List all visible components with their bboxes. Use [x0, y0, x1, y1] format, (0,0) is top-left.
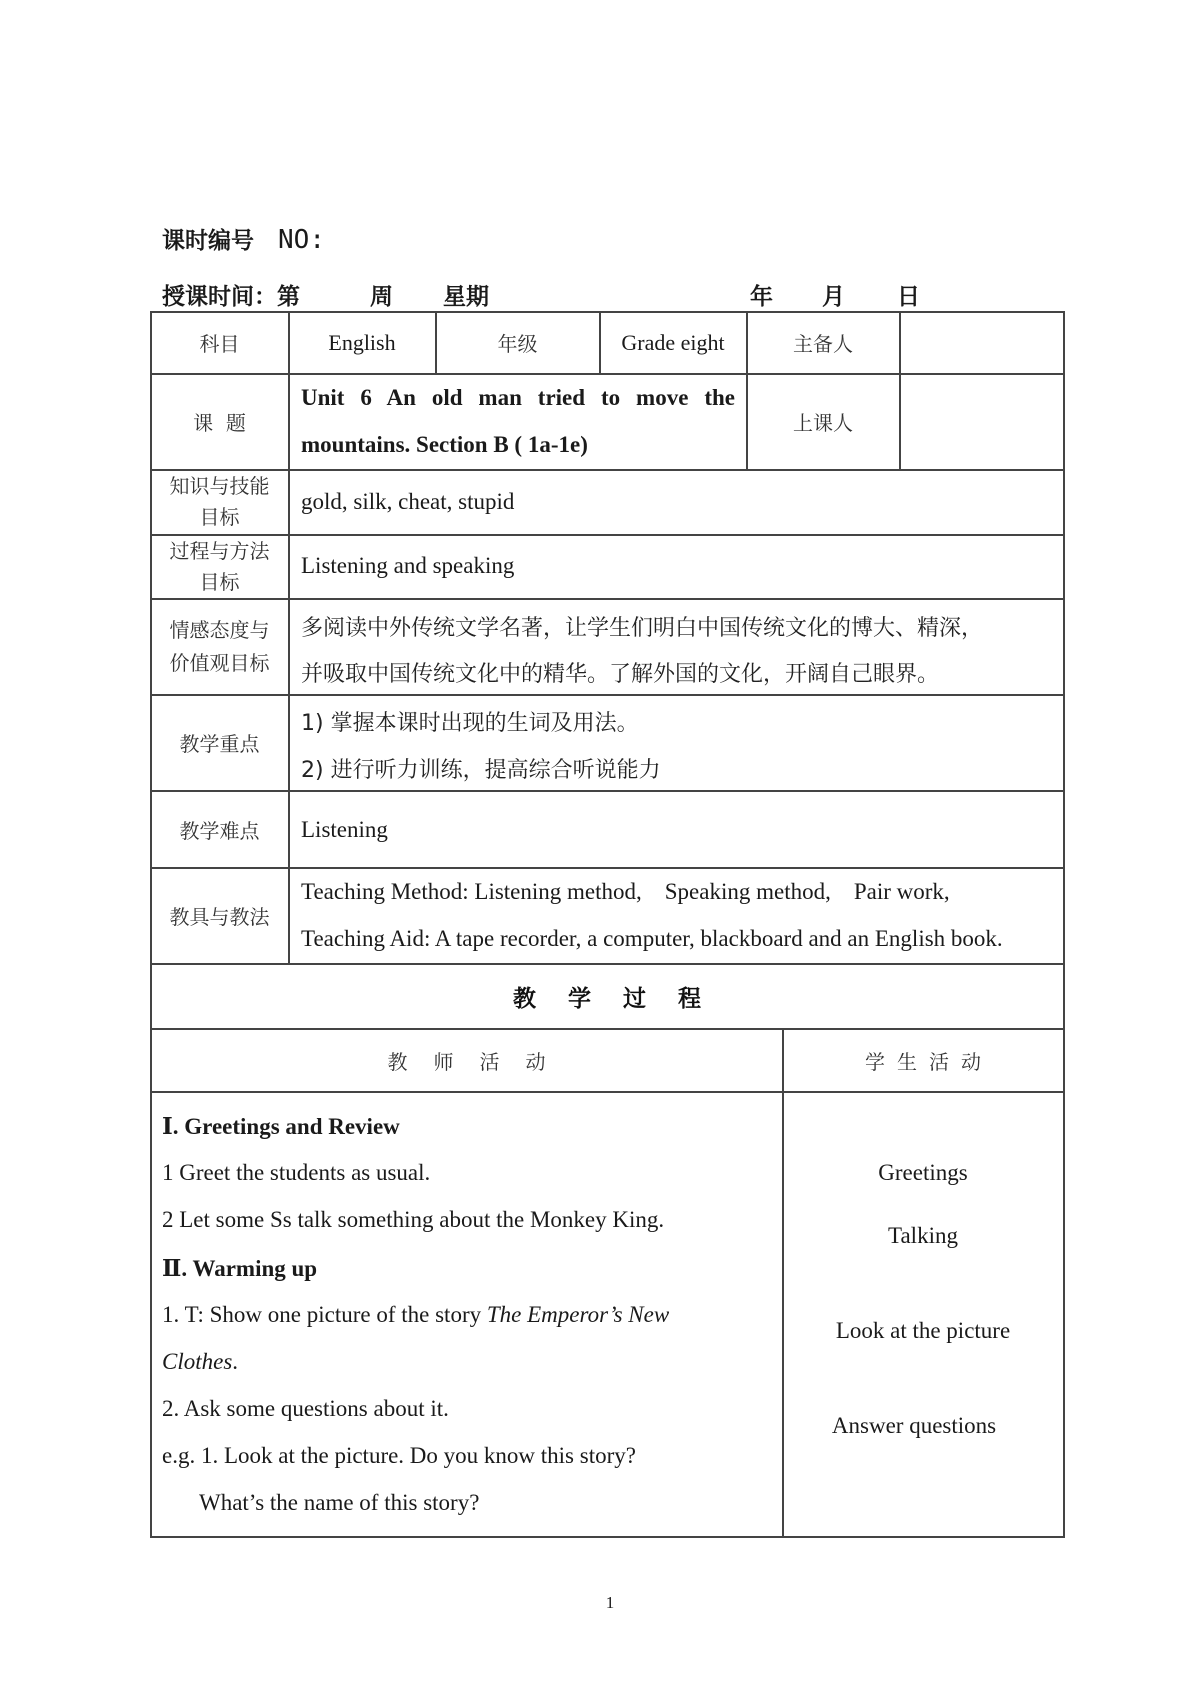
difficulty-value: Listening	[301, 817, 388, 842]
subject-label: 科目	[199, 332, 240, 356]
method-label: 教具与教法	[169, 905, 270, 929]
grade-label: 年级	[497, 332, 538, 356]
subject-value: English	[328, 329, 396, 355]
teaching-time-label: 授课时间：第	[162, 284, 300, 310]
teacher-line: e.g. 1. Look at the picture. Do you know this story?	[162, 1443, 636, 1468]
process-title: 教学过程	[513, 985, 733, 1012]
preparer-label: 主备人	[793, 332, 853, 356]
teacher-line: 1 Greet the students as usual.	[162, 1160, 431, 1185]
teacher-line: 2 Let some Ss talk something about the Monkey King.	[162, 1207, 665, 1232]
emotion-label: 情感态度与 价值观目标	[169, 617, 270, 675]
teacher-line: 2. Ask some questions about it.	[162, 1396, 449, 1421]
student-activity-answer: Answer questions	[831, 1413, 997, 1438]
student-activity-greetings: Greetings	[878, 1160, 968, 1185]
preparer-value	[900, 312, 1063, 373]
key-point-1: 1) 掌握本课时出现的生词及用法。	[301, 711, 639, 736]
knowledge-label: 知识与技能 目标	[169, 474, 270, 529]
teacher-line: What’s the name of this story?	[199, 1490, 480, 1515]
no-label: NO:	[278, 225, 325, 255]
teacher-line: 1. T: Show one picture of the story The Emperor’s New	[162, 1302, 670, 1327]
lesson-number-label: 课时编号 NO:	[162, 225, 325, 255]
method-line-1: Teaching Method: Listening method, Speaking method, Pair work,	[301, 879, 950, 904]
section-2-heading: Ⅱ. Warming up	[162, 1256, 318, 1281]
day-label: 日	[897, 284, 920, 310]
student-activity-header: 学生活动	[865, 1049, 993, 1074]
emotion-line-2: 并吸取中国传统文化中的精华。了解外国的文化，开阔自己眼界。	[301, 662, 940, 687]
weekday-label: 星期	[443, 284, 489, 310]
teacher-label: 上课人	[793, 411, 853, 435]
difficulty-label: 教学难点	[179, 818, 260, 843]
emotion-line-1: 多阅读中外传统文学名著，让学生们明白中国传统文化的博大、精深，	[301, 616, 984, 641]
grade-value: Grade eight	[621, 329, 725, 355]
story-title: The Emperor’s New	[486, 1302, 670, 1327]
student-activity-talking: Talking	[888, 1223, 958, 1248]
section-1-heading: Ⅰ. Greetings and Review	[162, 1114, 400, 1139]
topic-line-2: mountains. Section B ( 1a-1e)	[301, 432, 588, 457]
process-label: 过程与方法 目标	[169, 538, 270, 594]
teacher-value	[900, 374, 1063, 469]
key-points-label: 教学重点	[179, 732, 260, 756]
teacher-activity-header: 教师活动	[387, 1049, 572, 1074]
process-value: Listening and speaking	[301, 553, 515, 578]
year-label: 年	[750, 284, 773, 310]
teacher-line: Clothes.	[162, 1349, 239, 1374]
month-label: 月	[822, 284, 845, 310]
page-number: 1	[605, 1593, 615, 1612]
story-title-end: Clothes	[162, 1349, 233, 1374]
method-line-2: Teaching Aid: A tape recorder, a computer, blackboard and an English book.	[301, 926, 1003, 951]
topic-line-1: Unit 6 An old man tried to move the	[301, 385, 735, 410]
topic-label: 课 题	[193, 411, 246, 435]
knowledge-value: gold, silk, cheat, stupid	[301, 489, 515, 514]
student-activity-look: Look at the picture	[835, 1318, 1011, 1343]
week-label: 周	[370, 284, 393, 310]
key-point-2: 2) 进行听力训练，提高综合听说能力	[301, 758, 661, 783]
